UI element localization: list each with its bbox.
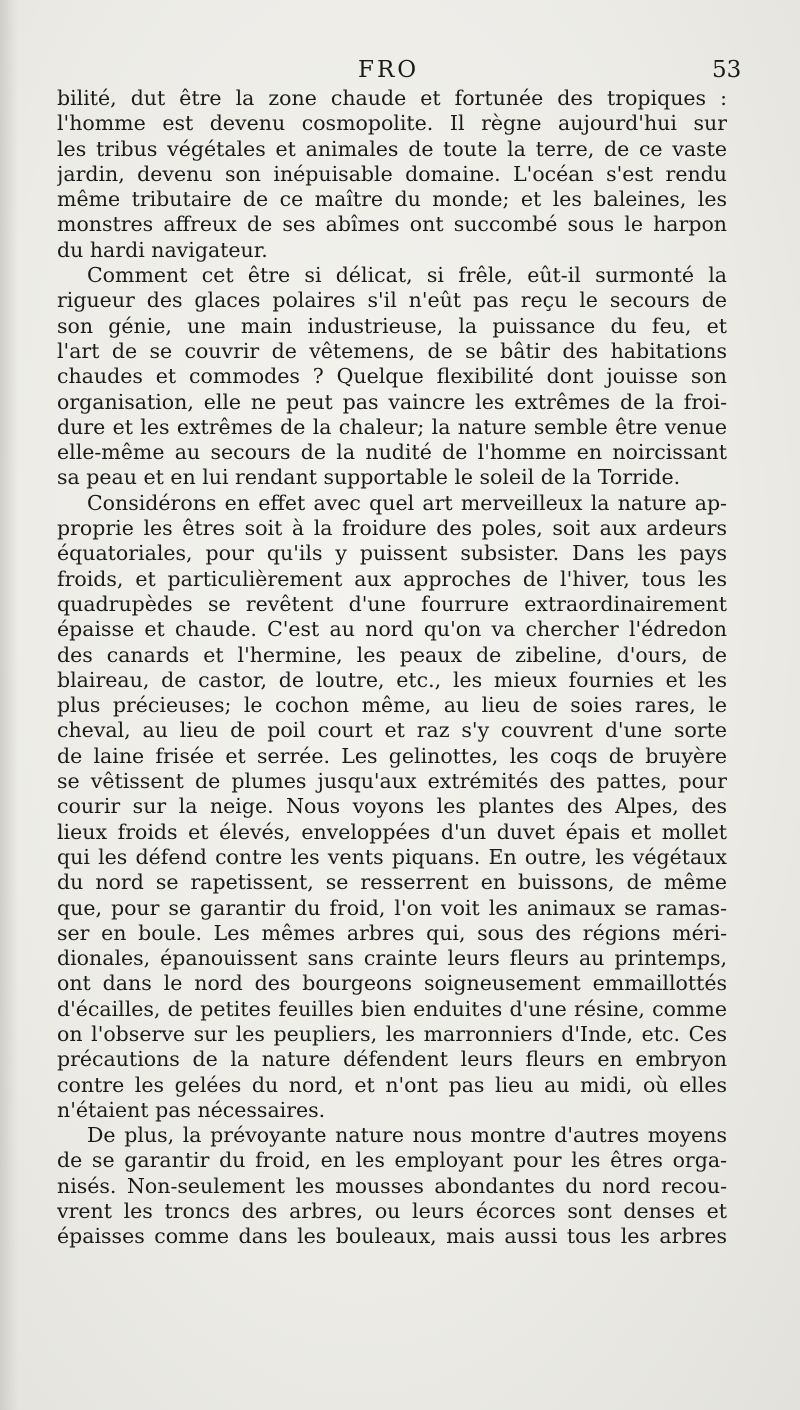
text-line: de laine frisée et serrée. Les gelinottes, les coqs de bruyère xyxy=(57,743,727,768)
text-line: ont dans le nord des bourgeons soigneusement emmaillottés xyxy=(57,971,727,996)
text-line: l'art de se couvrir de vêtemens, de se bâtir des habitations xyxy=(57,338,727,363)
page-gutter-shadow xyxy=(0,0,18,1410)
text-line: l'homme est devenu cosmopolite. Il règne aujourd'hui sur xyxy=(57,111,727,136)
text-line: du hardi navigateur. xyxy=(57,237,268,262)
text-line: que, pour se garantir du froid, l'on voit les animaux se ramas- xyxy=(57,895,727,920)
body-text xyxy=(57,86,727,1250)
text-line: d'écailles, de petites feuilles bien enduites d'une résine, comme xyxy=(57,996,727,1021)
text-line: chaudes et commodes ? Quelque flexibilité dont jouisse son xyxy=(57,364,727,389)
text-line: dionales, épanouissent sans crainte leurs fleurs au printemps, xyxy=(57,946,727,971)
page-number: 53 xyxy=(712,57,742,83)
text-line: du nord se rapetissent, se resserrent en buissons, de même xyxy=(57,870,727,895)
text-line: de se garantir du froid, en les employant pour les êtres orga- xyxy=(57,1148,727,1173)
text-line: précautions de la nature défendent leurs fleurs en embryon xyxy=(57,1047,727,1072)
text-line: on l'observe sur les peupliers, les marronniers d'Inde, etc. Ces xyxy=(57,1021,727,1046)
text-line: contre les gelées du nord, et n'ont pas lieu au midi, où elles xyxy=(57,1072,727,1097)
text-line: n'étaient pas nécessaires. xyxy=(57,1097,326,1122)
text-line: lieux froids et élevés, enveloppées d'un duvet épais et mollet xyxy=(57,819,727,844)
text-line: courir sur la neige. Nous voyons les plantes des Alpes, des xyxy=(57,794,727,819)
text-line: les tribus végétales et animales de toute la terre, de ce vaste xyxy=(57,136,727,161)
text-line: plus précieuses; le cochon même, au lieu de soies rares, le xyxy=(57,693,727,718)
text-line: blaireau, de castor, de loutre, etc., les mieux fournies et les xyxy=(57,667,727,692)
text-line: elle-même au secours de la nudité de l'homme en noircissant xyxy=(57,440,727,465)
text-line: De plus, la prévoyante nature nous montre d'autres moyens xyxy=(87,1123,727,1148)
text-line: monstres affreux de ses abîmes ont succombé sous le harpon xyxy=(57,212,727,237)
text-line: nisés. Non-seulement les mousses abondantes du nord recou- xyxy=(57,1173,727,1198)
text-line: dure et les extrêmes de la chaleur; la nature semble être venue xyxy=(57,414,727,439)
text-line: épaisses comme dans les bouleaux, mais aussi tous les arbres xyxy=(57,1224,727,1249)
text-line: même tributaire de ce maître du monde; et les baleines, les xyxy=(57,187,727,212)
text-line: cheval, au lieu de poil court et raz s'y couvrent d'une sorte xyxy=(57,718,727,743)
text-line: quadrupèdes se revêtent d'une fourrure extraordinairement xyxy=(57,591,727,616)
running-head: FRO xyxy=(358,57,420,83)
text-line: ser en boule. Les mêmes arbres qui, sous des régions méri- xyxy=(57,920,727,945)
text-line: Comment cet être si délicat, si frêle, eût-il surmonté la xyxy=(87,263,727,288)
text-line: organisation, elle ne peut pas vaincre les extrêmes de la froi- xyxy=(57,389,727,414)
text-line: son génie, une main industrieuse, la puissance du feu, et xyxy=(57,313,727,338)
text-line: qui les défend contre les vents piquans. En outre, les végétaux xyxy=(57,844,727,869)
text-line: proprie les êtres soit à la froidure des poles, soit aux ardeurs xyxy=(57,516,727,541)
text-line: Considérons en effet avec quel art merveilleux la nature ap- xyxy=(87,490,727,515)
text-line: jardin, devenu son inépuisable domaine. L'océan s'est rendu xyxy=(57,161,727,186)
text-line: épaisse et chaude. C'est au nord qu'on va chercher l'édredon xyxy=(57,617,727,642)
text-line: bilité, dut être la zone chaude et fortunée des tropiques : xyxy=(57,86,727,110)
text-line: froids, et particulièrement aux approches de l'hiver, tous les xyxy=(57,566,727,591)
text-line: se vêtissent de plumes jusqu'aux extrémités des pattes, pour xyxy=(57,769,727,794)
text-line: rigueur des glaces polaires s'il n'eût pas reçu le secours de xyxy=(57,288,727,313)
text-line: équatoriales, pour qu'ils y puissent subsister. Dans les pays xyxy=(57,541,727,566)
text-line: sa peau et en lui rendant supportable le soleil de la Torride. xyxy=(57,465,681,490)
text-line: vrent les troncs des arbres, ou leurs écorces sont denses et xyxy=(57,1199,727,1224)
text-line: des canards et l'hermine, les peaux de zibeline, d'ours, de xyxy=(57,642,727,667)
